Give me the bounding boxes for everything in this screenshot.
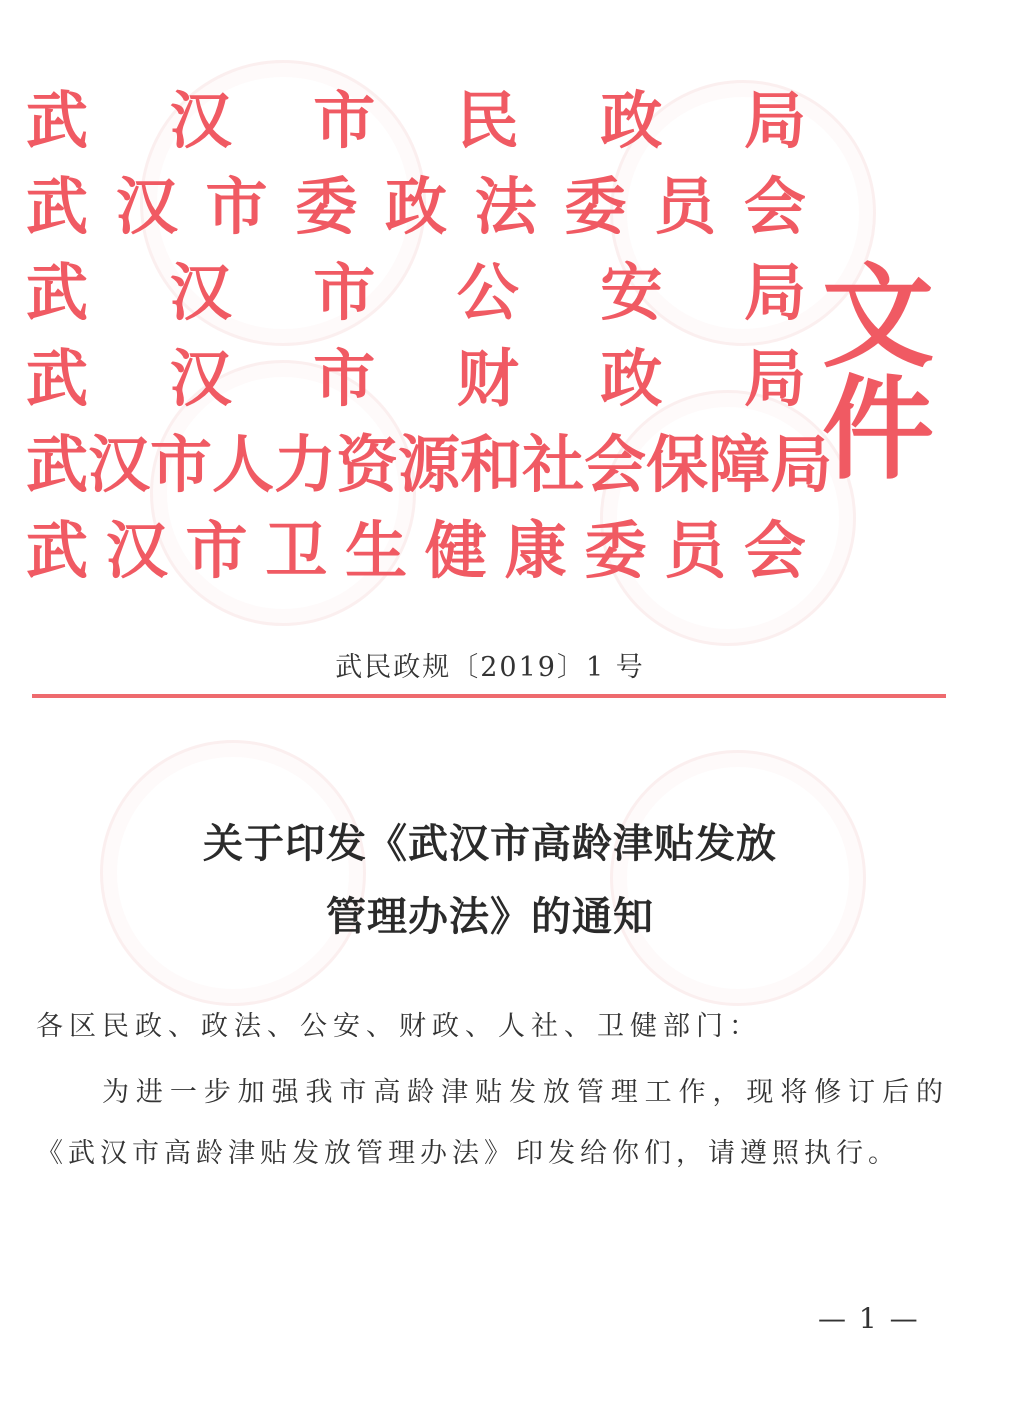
red-divider-line — [32, 694, 946, 698]
issuer-char: 市 — [150, 428, 213, 501]
issuer-line — [26, 164, 806, 250]
document-number: 武民政规〔2019〕1 号 — [335, 652, 645, 683]
issuer-char: 汉 — [169, 84, 232, 157]
issuer-char: 政 — [384, 170, 447, 243]
issuer-char: 法 — [474, 170, 537, 243]
issuer-char: 安 — [600, 256, 663, 329]
issuer-char: 汉 — [169, 256, 232, 329]
issuer-char: 障 — [708, 428, 771, 501]
issuer-char: 武 — [26, 84, 89, 157]
issuer-header — [26, 78, 833, 594]
issuer-char: 会 — [584, 428, 647, 501]
issuer-line — [26, 336, 806, 422]
issuer-char: 市 — [185, 514, 248, 587]
issuer-char: 委 — [584, 514, 647, 587]
issuer-char: 汉 — [115, 170, 178, 243]
addressee-line: 各区民政、政法、公安、财政、人社、卫健部门： — [36, 1011, 762, 1042]
issuer-char: 武 — [26, 428, 89, 501]
issuer-line — [26, 508, 806, 594]
issuer-char: 委 — [295, 170, 358, 243]
issuer-char: 武 — [26, 514, 89, 587]
issuer-char: 武 — [26, 170, 89, 243]
issuer-char: 武 — [26, 256, 89, 329]
body-paragraph: 为进一步加强我市高龄津贴发放管理工作，现将修订后的《武汉市高龄津贴发放管理办法》印发给你们，请遵照执行。 — [36, 1077, 948, 1169]
issuer-char: 资 — [336, 428, 399, 501]
issuer-char: 员 — [654, 170, 717, 243]
issuer-char: 委 — [564, 170, 627, 243]
issuer-char: 健 — [424, 514, 487, 587]
issuer-char: 汉 — [105, 514, 168, 587]
seal-watermark — [100, 740, 366, 1006]
issuer-char: 康 — [504, 514, 567, 587]
issuer-line — [26, 250, 806, 336]
issuer-char: 市 — [313, 256, 376, 329]
issuer-char: 源 — [398, 428, 461, 501]
page-number: — 1 — — [818, 1302, 920, 1335]
issuer-char: 生 — [345, 514, 408, 587]
issuer-char: 力 — [274, 428, 337, 501]
issuer-char: 社 — [522, 428, 585, 501]
issuer-char: 汉 — [88, 428, 151, 501]
issuer-char: 会 — [743, 514, 806, 587]
issuer-char: 保 — [646, 428, 709, 501]
seal-watermark — [610, 750, 866, 1006]
issuer-char: 局 — [770, 428, 833, 501]
issuer-char: 市 — [313, 342, 376, 415]
document-title-line-2: 管理办法》的通知 — [326, 893, 654, 940]
issuer-char: 政 — [600, 84, 663, 157]
issuer-char: 市 — [205, 170, 268, 243]
issuer-char: 人 — [212, 428, 275, 501]
issuer-char: 局 — [743, 84, 806, 157]
issuer-char: 汉 — [169, 342, 232, 415]
issuer-char: 员 — [664, 514, 727, 587]
issuer-char: 市 — [313, 84, 376, 157]
issuer-char: 政 — [600, 342, 663, 415]
issuer-char: 和 — [460, 428, 523, 501]
issuer-char: 公 — [456, 256, 519, 329]
issuer-char: 武 — [26, 342, 89, 415]
issuer-line — [26, 422, 833, 508]
issuer-char: 局 — [743, 256, 806, 329]
document-title-line-1: 关于印发《武汉市高龄津贴发放 — [203, 820, 777, 867]
issuer-char: 卫 — [265, 514, 328, 587]
issuer-char: 民 — [456, 84, 519, 157]
issuer-char: 局 — [743, 342, 806, 415]
issuer-char: 财 — [456, 342, 519, 415]
issuer-line — [26, 78, 806, 164]
document-type-label: 文件 — [822, 252, 924, 495]
issuer-char: 会 — [743, 170, 806, 243]
